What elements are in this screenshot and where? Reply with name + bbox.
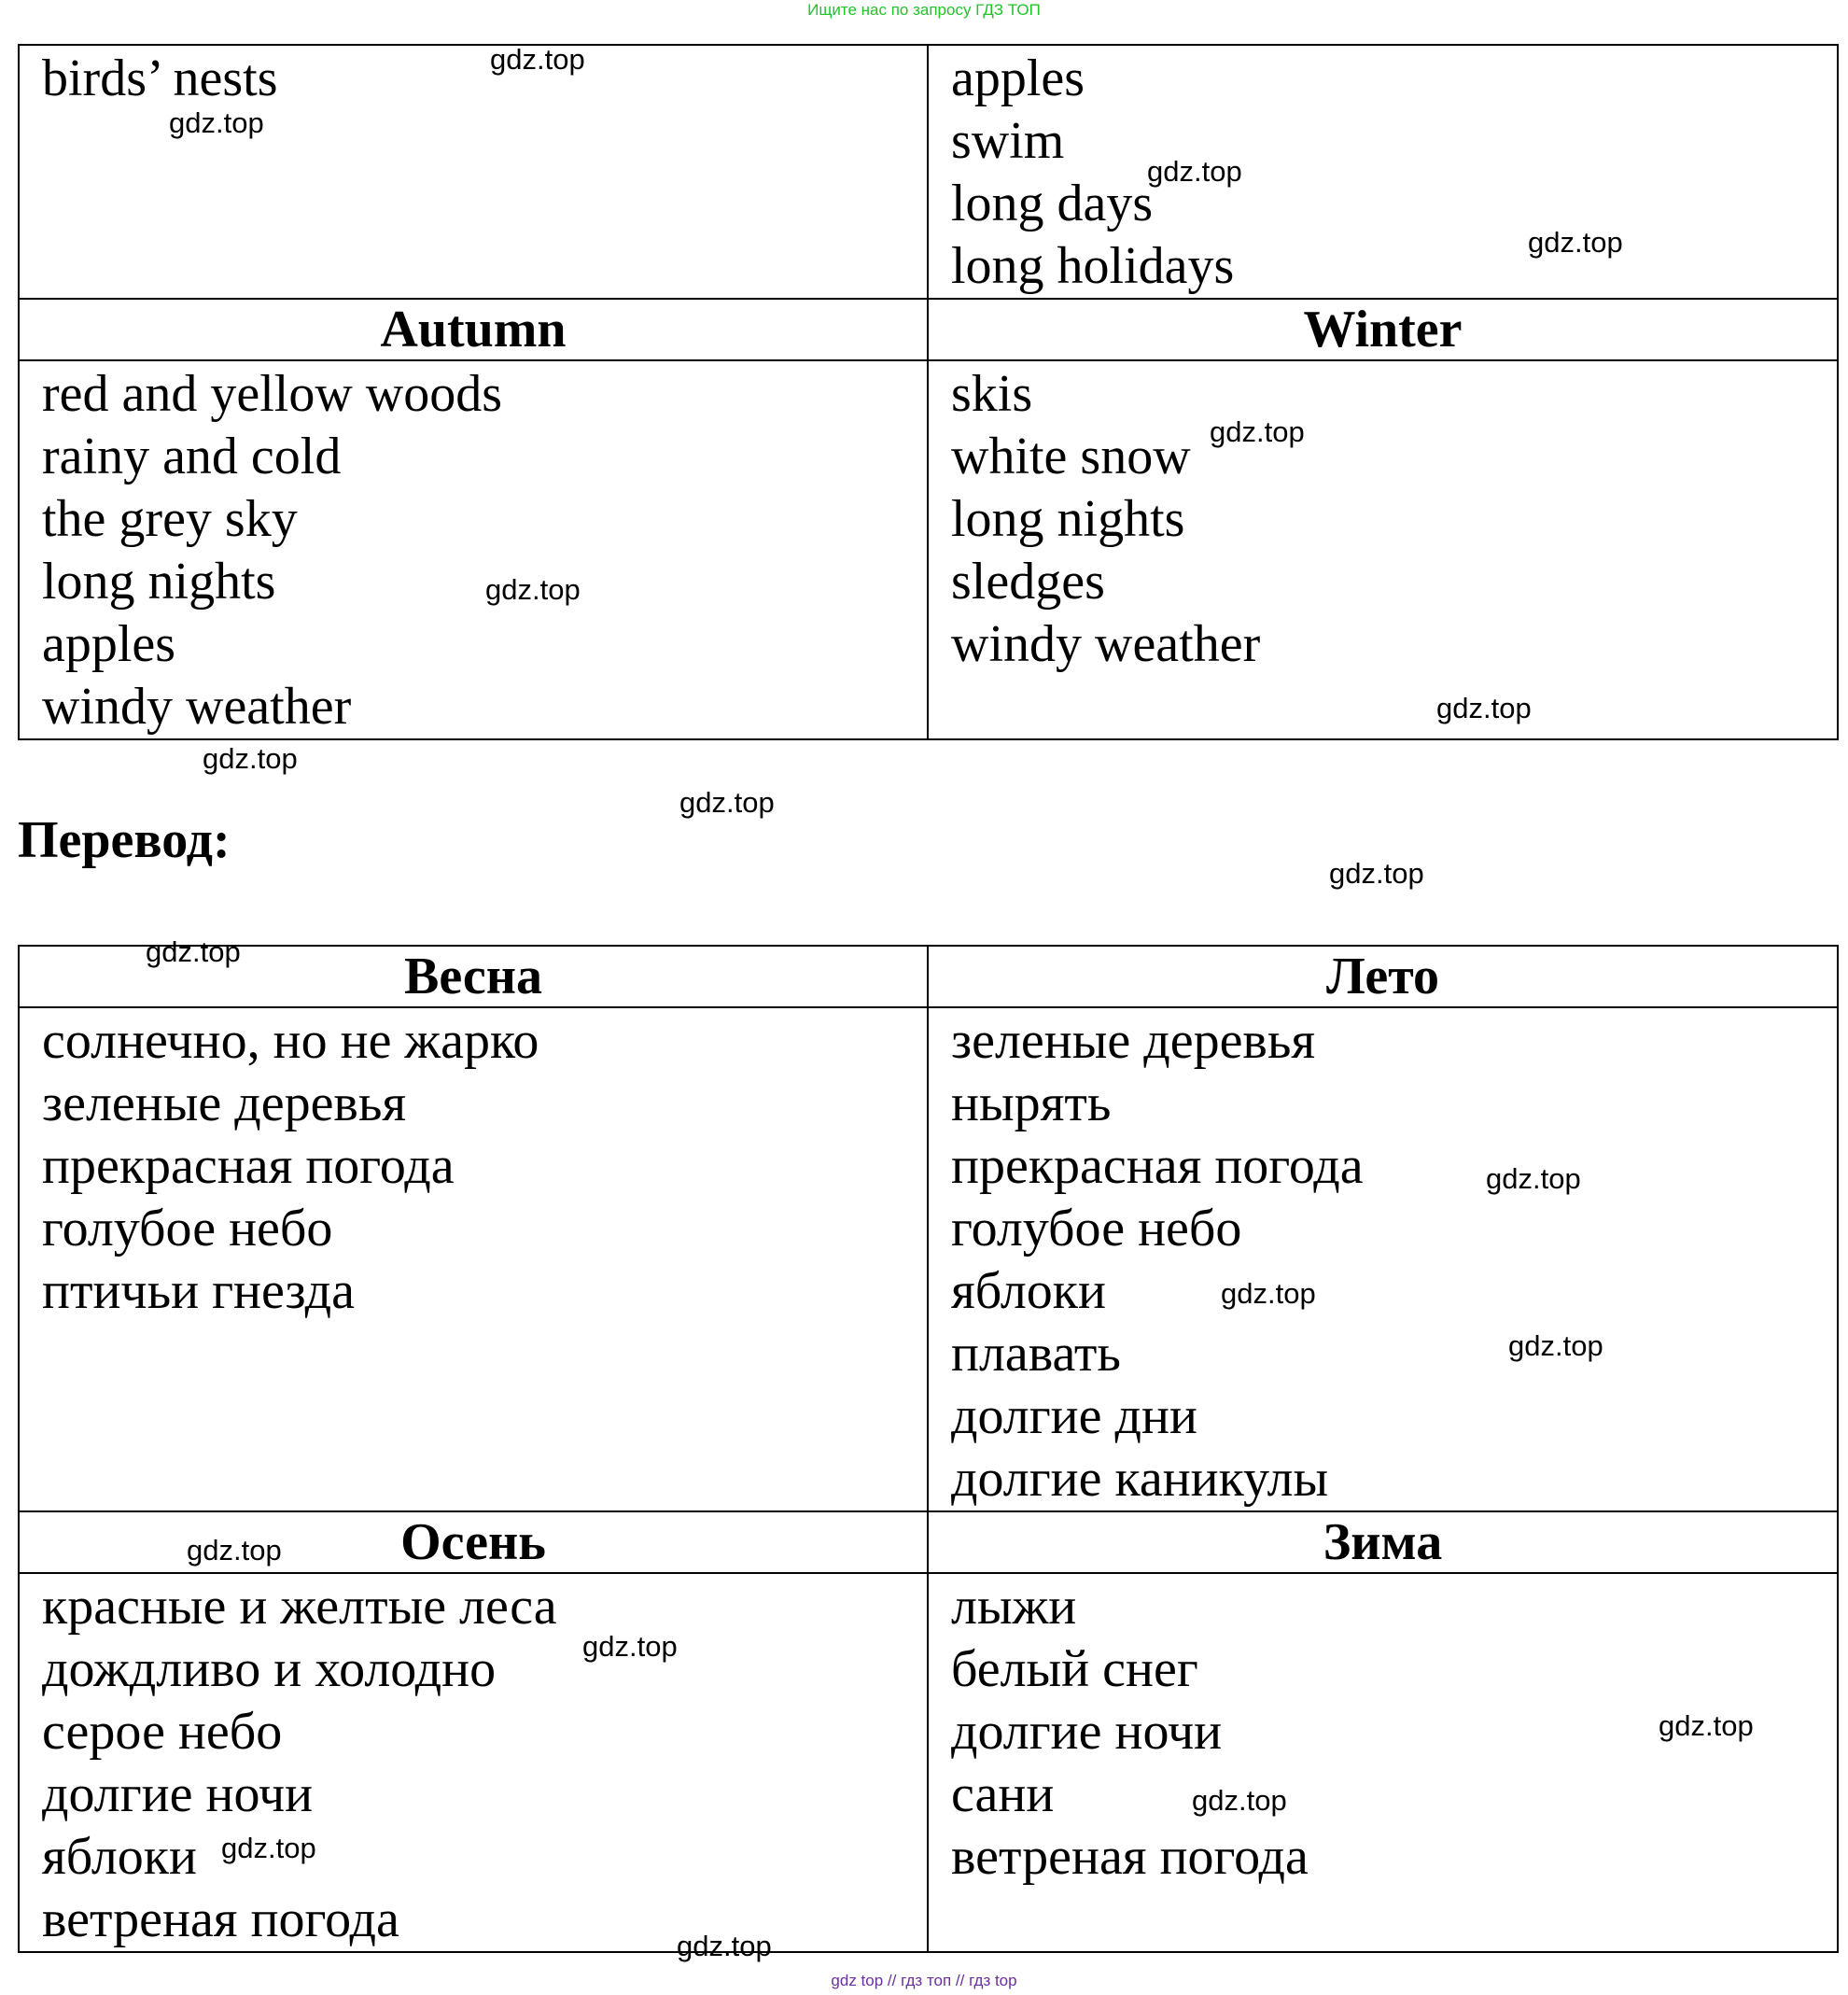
spring-items-cell — [19, 1007, 928, 1511]
list-item: голубое небо — [951, 1200, 1242, 1257]
list-item: яблоки — [951, 1262, 1106, 1320]
watermark: gdz.top — [203, 742, 298, 775]
watermark: gdz.top — [146, 935, 241, 968]
list-item: голубое небо — [42, 1200, 333, 1257]
list-item: прекрасная погода — [951, 1137, 1364, 1195]
list-item: apples — [951, 49, 1085, 107]
watermark: gdz.top — [1221, 1277, 1316, 1310]
translation-heading: Перевод: — [18, 811, 231, 869]
watermark: gdz.top — [679, 786, 775, 819]
watermark: gdz.top — [1486, 1162, 1581, 1195]
winter-heading: Зима — [928, 1511, 1838, 1573]
list-item: долгие ночи — [42, 1765, 314, 1823]
list-item: long days — [951, 175, 1154, 232]
watermark: gdz.top — [677, 1930, 772, 1962]
list-item: дождливо и холодно — [42, 1640, 497, 1698]
watermark: gdz.top — [582, 1630, 678, 1663]
list-item: windy weather — [42, 678, 352, 736]
winter-items-cell — [928, 360, 1838, 739]
seasons-table-english — [18, 44, 1839, 740]
autumn-heading: Autumn — [19, 299, 928, 360]
watermark: gdz.top — [1210, 415, 1305, 448]
watermark: gdz.top — [1528, 226, 1623, 259]
autumn-items-cell — [19, 360, 928, 739]
spring-items-cell — [19, 45, 928, 299]
list-item: red and yellow woods — [42, 365, 503, 423]
list-item: the grey sky — [42, 490, 298, 548]
summer-heading: Лето — [928, 946, 1838, 1007]
watermark: gdz.top — [1147, 155, 1242, 188]
winter-items-cell — [928, 1573, 1838, 1952]
list-item: долгие дни — [951, 1387, 1197, 1445]
summer-items-cell — [928, 45, 1838, 299]
autumn-heading: Осень — [19, 1511, 928, 1573]
watermark: gdz.top — [485, 573, 581, 606]
list-item: long nights — [951, 490, 1185, 548]
list-item: ветреная погода — [951, 1828, 1309, 1886]
list-item: плавать — [951, 1325, 1121, 1383]
list-item: долгие каникулы — [951, 1450, 1329, 1508]
list-item: sledges — [951, 553, 1105, 611]
watermark: gdz.top — [169, 106, 264, 139]
spring-heading: Весна — [19, 946, 928, 1007]
list-item: apples — [42, 615, 176, 673]
winter-heading: Winter — [928, 299, 1838, 360]
list-item: яблоки — [42, 1828, 197, 1886]
list-item: птичьи гнезда — [42, 1262, 356, 1320]
list-item: birds’ nests — [42, 49, 278, 107]
list-item: rainy and cold — [42, 428, 342, 485]
list-item: white snow — [951, 428, 1191, 485]
list-item: swim — [951, 112, 1065, 170]
watermark: gdz.top — [187, 1534, 282, 1566]
watermark: gdz.top — [1659, 1709, 1754, 1742]
watermark: gdz.top — [1508, 1329, 1603, 1362]
list-item: прекрасная погода — [42, 1137, 455, 1195]
list-item: skis — [951, 365, 1033, 423]
seasons-table-russian — [18, 945, 1839, 1953]
list-item: долгие ночи — [951, 1703, 1223, 1761]
summer-items-cell — [928, 1007, 1838, 1511]
footer-watermark: gdz top // гдз топ // гдз top — [831, 1972, 1017, 1989]
watermark: gdz.top — [1329, 857, 1424, 890]
list-item: нырять — [951, 1075, 1112, 1132]
list-item: ветреная погода — [42, 1890, 399, 1948]
autumn-items-cell — [19, 1573, 928, 1952]
list-item: сани — [951, 1765, 1055, 1823]
list-item: зеленые деревья — [42, 1075, 407, 1132]
list-item: красные и желтые леса — [42, 1578, 557, 1636]
list-item: windy weather — [951, 615, 1261, 673]
top-banner: Ищите нас по запросу ГДЗ ТОП — [807, 1, 1041, 19]
watermark: gdz.top — [1436, 692, 1532, 724]
list-item: серое небо — [42, 1703, 283, 1761]
watermark: gdz.top — [1192, 1784, 1287, 1817]
list-item: солнечно, но не жарко — [42, 1012, 539, 1070]
list-item: long holidays — [951, 237, 1235, 295]
list-item: лыжи — [951, 1578, 1077, 1636]
list-item: long nights — [42, 553, 276, 611]
watermark: gdz.top — [490, 43, 585, 76]
list-item: белый снег — [951, 1640, 1198, 1698]
list-item: зеленые деревья — [951, 1012, 1316, 1070]
watermark: gdz.top — [221, 1832, 316, 1864]
